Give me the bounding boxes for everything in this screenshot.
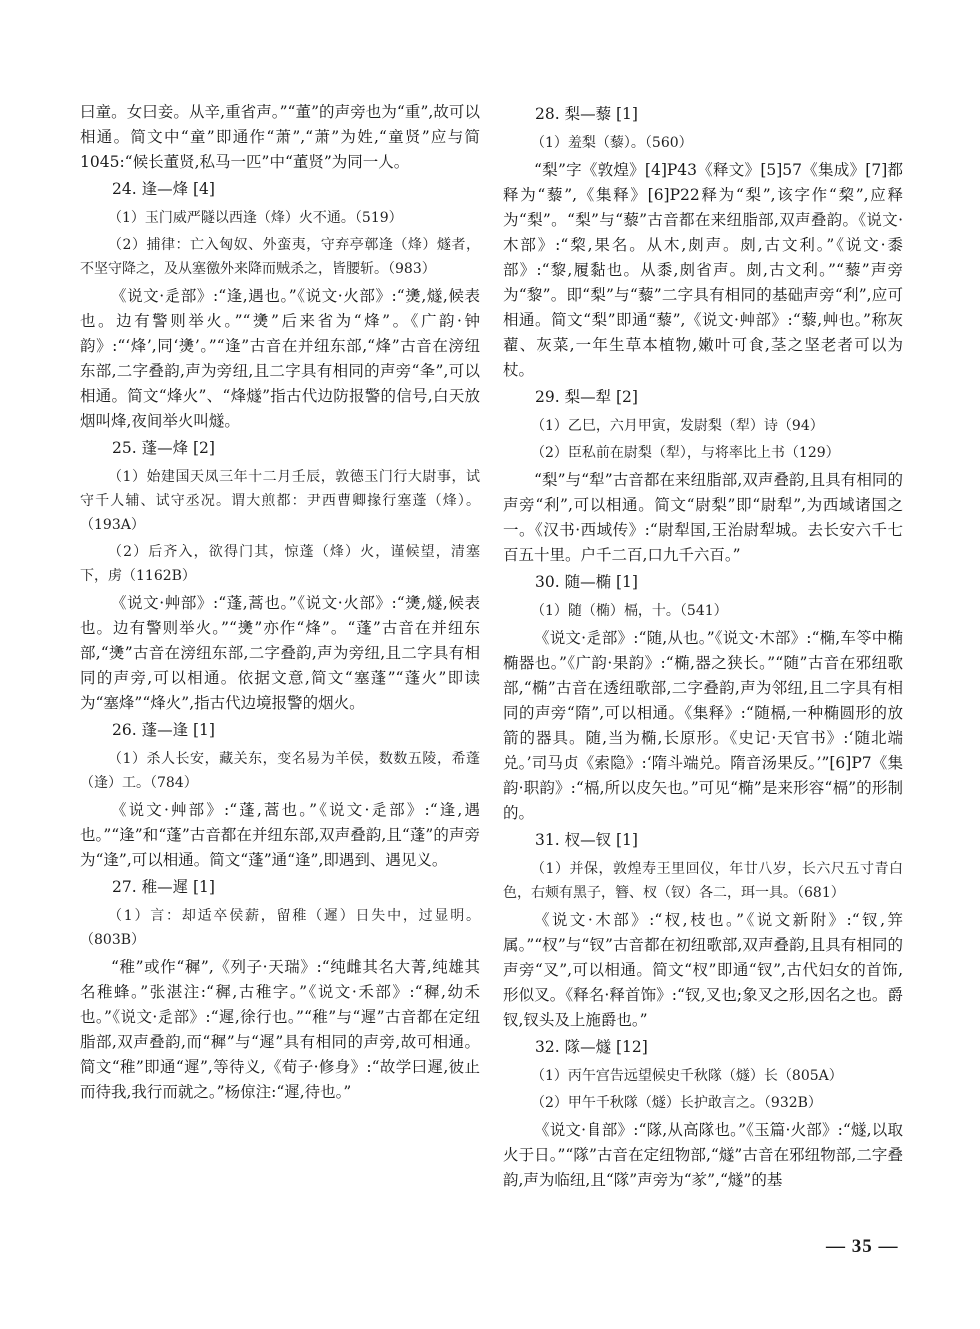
body-paragraph: “梨”与“犁”古音都在来纽脂部,双声叠韵,且具有相同的声旁“利”,可以相通。简文“尉梨”即“尉犁”,为西域诸国之一。《汉书·西域传》:“尉犁国,王治尉犁城。去长安六千七百五十里。户千二百,口九千六百。”: [503, 471, 903, 564]
section-heading: 24. 逢—烽 [4]: [112, 180, 215, 198]
right-column: [503, 100, 903, 1195]
body-paragraph: 《说文·艸部》:“蓬,蒿也。”《说文·火部》:“㷭,燧,候表也。边有警则举火。”“㷭”亦作“烽”。“蓬”古音在并纽东部,“㷭”古音在滂纽东部,二字叠韵,声为旁纽,且二字具有相同的声旁,可以相通。依据文意,简文“塞蓬”“蓬火”即读为“塞烽”“烽火”,指古代边境报警的烟火。: [80, 594, 480, 712]
example-sentence: （1）羞梨（藜）。（560）: [531, 135, 693, 151]
section-heading: 27. 稚—遲 [1]: [112, 878, 215, 896]
body-paragraph: 《说文·辵部》:“逢,遇也。”《说文·火部》:“㷭,燧,候表也。边有警则举火。”“㷭”后来省为“烽”。《广韵·钟韵》:“‘烽’,同‘㷭’。”“逢”古音在并纽东部,“烽”古音在滂纽东部,二字叠韵,声为旁纽,且二字具有相同的声旁“夆”,可以相通。简文“烽火”、“烽燧”指古代边防报警的信号,白天放烟叫烽,夜间举火叫燧。: [80, 287, 480, 430]
example-sentence: （1）乙巳，六月甲寅，发尉梨（犁）诗（94）: [531, 418, 824, 434]
body-paragraph: 《说文·艸部》:“蓬,蒿也。”《说文·辵部》:“逢,遇也。”“逢”和“蓬”古音都在并纽东部,双声叠韵,且“蓬”的声旁为“逢”,可以相通。简文“蓬”通“逢”,即遇到、遇见义。: [80, 801, 480, 869]
example-sentence: （1）杀人长安，藏关东，变名易为羊侯，数数五陵，希蓬（逢）工。（784）: [80, 751, 480, 791]
example-sentence: （1）随（椭）槅，十。（541）: [531, 603, 728, 619]
example-sentence: （2）臣私前在尉梨（犁），与将率比上书（129）: [531, 445, 840, 461]
section-heading: 25. 蓬—烽 [2]: [112, 439, 215, 457]
example-sentence: （1）并保，敦煌寿王里回仪，年廿八岁，长六尺五寸青白色，右颊有黑子，簪、杈（钗）各二，珥一具。（681）: [503, 861, 903, 901]
body-paragraph: 《说文·𨸏部》:“隊,从高隊也。”《玉篇·火部》:“燧,以取火于日。”“隊”古音在定纽物部,“燧”古音在邪纽物部,二字叠韵,声为临纽,且“隊”声旁为“㒸”,“燧”的基: [503, 1121, 903, 1189]
page-number: — 35 —: [826, 1236, 899, 1257]
section-heading: 29. 梨—犁 [2]: [535, 388, 638, 406]
body-paragraph: “稚”或作“穉”,《列子·天瑞》:“纯雌其名大菁,纯雄其名稚蜂。”张湛注:“穉,古稚字。”《说文·禾部》:“穉,幼禾也。”《说文·辵部》:“遲,徐行也。”“稚”与“遲”古音都在定纽脂部,双声叠韵,而“穉”与“遲”具有相同的声旁,故可相通。简文“稚”即通“遲”,等待义,《荀子·修身》:“故学曰遲,彼止而待我,我行而就之。”杨倞注:“遲,待也。”: [80, 958, 480, 1101]
body-paragraph: 《说文·木部》:“杈,枝也。”《说文新附》:“钗,笄属。”“杈”与“钗”古音都在初纽歌部,双声叠韵,且具有相同的声旁“叉”,可以相通。简文“杈”即通“钗”,古代妇女的首饰,形似叉。《释名·释首饰》:“钗,叉也;象叉之形,因名之也。爵钗,钗头及上施爵也。”: [503, 911, 903, 1029]
left-column: [80, 100, 480, 1107]
example-sentence: （1）始建国天凤三年十二月壬辰，敦德玉门行大尉事，试守千人辅、试守丞况。谓大煎都：尹西曹卿掾行塞蓬（烽）。（193A）: [80, 469, 480, 533]
body-paragraph: 曰童。女曰妾。从辛,重省声。”“董”的声旁也为“重”,故可以相通。简文中“童”即通作“萧”,“萧”为姓,“童贤”应与简1045:“候长董贤,私马一匹”中“董贤”为同一人。: [80, 103, 480, 171]
section-heading: 26. 蓬—逢 [1]: [112, 721, 215, 739]
example-sentence: （1）丙午宫告远望候史千秋隊（燧）长（805A）: [531, 1068, 843, 1084]
example-sentence: （2）捕律：亡入匈奴、外蛮夷，守弃亭鄣逢（烽）燧者，不坚守降之，及从塞徼外来降而贼杀之，皆腰斩。（983）: [80, 237, 480, 277]
section-heading: 32. 隊—燧 [12]: [535, 1038, 648, 1056]
example-sentence: （2）后齐入，欲得门其，惊蓬（烽）火，谨候望，清塞下，虏（1162B）: [80, 544, 480, 584]
body-paragraph: “梨”字《敦煌》[4]P43《释文》[5]57《集成》[7]都释为“藜”,《集释》[6]P22释为“梨”,该字作“棃”,应释为“梨”。“梨”与“藜”古音都在来纽脂部,双声叠韵。《说文·木部》:“棃,果名。从木,㓟声。㓟,古文利。”《说文·黍部》:“黎,履黏也。从黍,㓟省声。㓟,古文利。”“藜”声旁为“黎”。即“梨”与“藜”二字具有相同的基础声旁“利”,应可相通。简文“梨”即通“藜”,《说文·艸部》:“藜,艸也。”称灰藋、灰菜,一年生草本植物,嫩叶可食,茎之坚老者可以为杖。: [503, 161, 903, 379]
example-sentence: （1）玉门威严隧以西逢（烽）火不通。（519）: [108, 210, 403, 226]
example-sentence: （1）言：却适卒侯薪，留稚（遲）日失中，过显明。（803B）: [80, 908, 480, 948]
section-heading: 31. 杈—钗 [1]: [535, 831, 638, 849]
section-heading: 28. 梨—藜 [1]: [535, 105, 638, 123]
section-heading: 30. 随—椭 [1]: [535, 573, 638, 591]
body-paragraph: 《说文·辵部》:“随,从也。”《说文·木部》:“椭,车笭中椭椭器也。”《广韵·果韵》:“椭,器之狭长。”“随”古音在邪纽歌部,“椭”古音在透纽歌部,二字叠韵,声为邻纽,且二字具有相同的声旁“隋”,可以相通。《集释》:“随槅,一种椭圆形的放箭的器具。随,当为椭,长原形。《史记·天官书》:‘随北端兑。’司马贞《索隐》:‘隋斗端兑。隋音汤果反。’”[6]P7《集韵·职韵》:“槅,所以皮矢也。”可见“椭”是来形容“槅”的形制的。: [503, 629, 903, 822]
example-sentence: （2）甲午千秋隊（燧）长护敢言之。（932B）: [531, 1095, 822, 1111]
